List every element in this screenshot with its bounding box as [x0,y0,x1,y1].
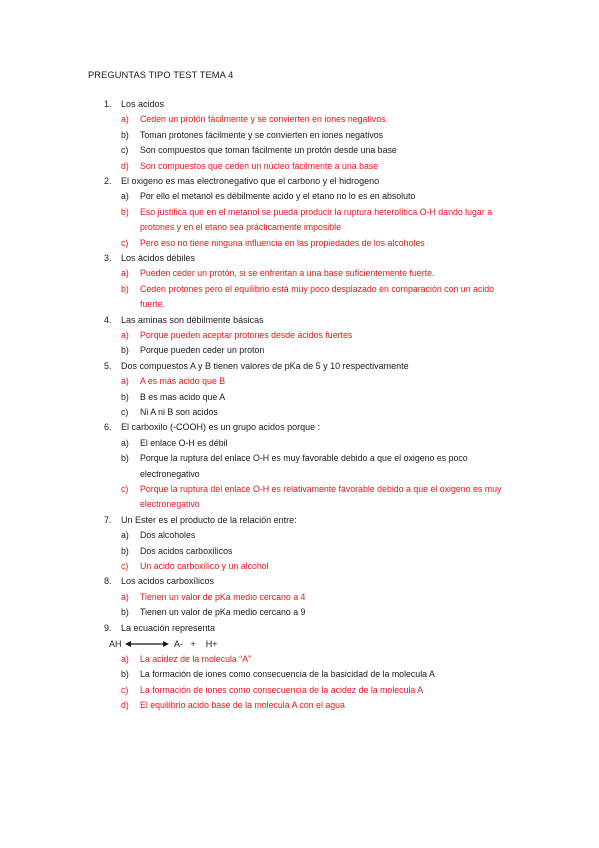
answer-option [88,652,528,667]
answer-option [88,390,528,405]
question-text: Los acidos carboxílicos [121,576,215,587]
question-number: 7. [104,514,112,525]
question-text: Dos compuestos A y B tienen valores de pKa de 5 y 10 respectivamente [121,360,409,371]
equilibrium-equation [88,636,528,652]
answer-option [88,436,528,451]
answer-option [88,328,528,343]
option-label: c) [121,407,129,418]
answer-option [88,128,528,143]
question-text: Los ácidos débiles [121,253,196,264]
question-line [88,251,528,266]
option-text: Toman protones fácilmente y se convierten en iones negativos [140,129,384,140]
option-text: Porque pueden aceptar protones desde ácidos fuertes [140,330,353,341]
option-label: a) [121,376,129,387]
question-4 [88,313,528,359]
question-line [88,174,528,189]
option-label: a) [121,268,129,279]
question-number: 3. [104,253,112,264]
option-label: b) [121,283,129,294]
option-text: El enlace O-H es débil [140,437,228,448]
question-5 [88,359,528,421]
option-label: c) [121,145,129,156]
option-label: a) [121,437,129,448]
question-number: 5. [104,360,112,371]
option-text: Ceden protones pero el equilibrio está muy poco desplazado en comparación con un acido fuerte. [140,283,495,310]
question-text: El carboxilo (-COOH) es un grupo acidos porque : [121,422,321,433]
question-2 [88,174,528,251]
question-line [88,574,528,589]
equation-left: AH [109,639,122,650]
option-text: Dos alcoholes [140,530,196,541]
question-text: Un Ester es el producto de la relación entre: [121,514,297,525]
answer-option [88,266,528,281]
answer-option [88,143,528,158]
answer-option [88,374,528,389]
question-number: 8. [104,576,112,587]
option-label: a) [121,114,129,125]
answer-option [88,683,528,698]
answer-option [88,528,528,543]
option-label: c) [121,484,129,495]
option-label: c) [121,237,129,248]
option-text: Pero eso no tiene ninguna influencia en las propiedades de los alcoholes [140,237,425,248]
option-text: Son compuestos que ceden un núcleo fácilmente a una base [140,160,379,171]
answer-option [88,590,528,605]
option-label: b) [121,206,129,217]
option-text: La formación de iones como consecuencia de la basicidad de la molecula A [140,669,435,680]
answer-option [88,405,528,420]
question-line [88,97,528,112]
question-line [88,420,528,435]
answer-option [88,482,528,513]
question-text: Las aminas son débilmente básicas [121,314,264,325]
question-list [88,97,528,714]
option-label: b) [121,607,129,618]
option-text: El equilibrio acido base de la molecula A con el agua [140,700,345,711]
option-label: d) [121,700,129,711]
question-line [88,621,528,636]
option-label: c) [121,561,129,572]
option-text: La acidez de la molecula “A” [140,654,251,665]
question-7 [88,513,528,575]
option-label: b) [121,453,129,464]
option-text: La formación de iones como consecuencia de la acidez de la molecula A [140,684,424,695]
option-text: Pueden ceder un protón, si se enfrentan a una base suficientemente fuerte. [140,268,435,279]
answer-option [88,205,528,236]
option-label: a) [121,591,129,602]
option-label: a) [121,191,129,202]
equilibrium-arrow-icon [125,640,169,648]
answer-option [88,236,528,251]
question-6 [88,420,528,512]
answer-option [88,559,528,574]
question-number: 1. [104,99,112,109]
option-text: Por ello el metanol es débilmente acido y el etano no lo es en absoluto [140,191,416,202]
question-text: La ecuación representa [121,622,216,633]
option-text: Son compuestos que toman fácilmente un protón desde una base [140,145,397,156]
option-text: Eso justifica que en el metanol se pueda producir la ruptura heterolítica O-H dando lugar a protones y en el etano sea prácticamente imposible [140,206,493,233]
option-text: Tienen un valor de pKa medio cercano a 4 [140,591,306,602]
question-3 [88,251,528,313]
answer-option [88,698,528,713]
question-number: 9. [104,622,112,633]
equation-right: A- + H+ [174,639,218,650]
question-text: Los acidos [121,99,165,109]
option-label: a) [121,330,129,341]
option-text: Porque pueden ceder un proton [140,345,265,356]
question-line [88,513,528,528]
answer-option [88,282,528,313]
option-label: b) [121,129,129,140]
question-8 [88,574,528,620]
question-number: 2. [104,176,112,187]
answer-option [88,159,528,174]
answer-option [88,667,528,682]
option-text: Un acido carboxílico y un alcohol [140,561,269,572]
question-line [88,359,528,374]
question-9 [88,621,528,714]
option-label: d) [121,160,129,171]
answer-option [88,112,528,127]
option-label: b) [121,345,129,356]
option-label: a) [121,530,129,541]
question-1 [88,97,528,174]
option-text: Porque la ruptura del enlace O-H es muy favorable debido a que el oxigeno es poco electronegativo [140,453,468,479]
question-text: El oxigeno es mas electronegativo que el carbono y el hidrogeno [121,176,380,187]
option-text: B es mas acido que A [140,391,226,402]
option-label: a) [121,654,129,665]
document-title: PREGUNTAS TIPO TEST TEMA 4 [88,70,234,80]
option-text: Tienen un valor de pKa medio cercano a 9 [140,607,306,618]
option-label: b) [121,669,129,680]
answer-option [88,343,528,358]
option-text: Porque la ruptura del enlace O-H es relativamente favorable debido a que el oxigeno es muy electronegativo [140,484,502,510]
option-text: A es más acido que B [140,376,226,387]
option-label: c) [121,684,129,695]
answer-option [88,544,528,559]
question-number: 4. [104,314,112,325]
answer-option [88,451,528,482]
question-number: 6. [104,422,112,433]
answer-option [88,189,528,204]
option-label: b) [121,391,129,402]
answer-option [88,605,528,620]
option-text: Ceden un protón fácilmente y se convierten en iones negativos. [140,114,388,125]
option-label: b) [121,545,129,556]
option-text: Dos acidos carboxílicos [140,545,233,556]
option-text: Ni A ni B son acidos [140,407,218,418]
question-line [88,313,528,328]
